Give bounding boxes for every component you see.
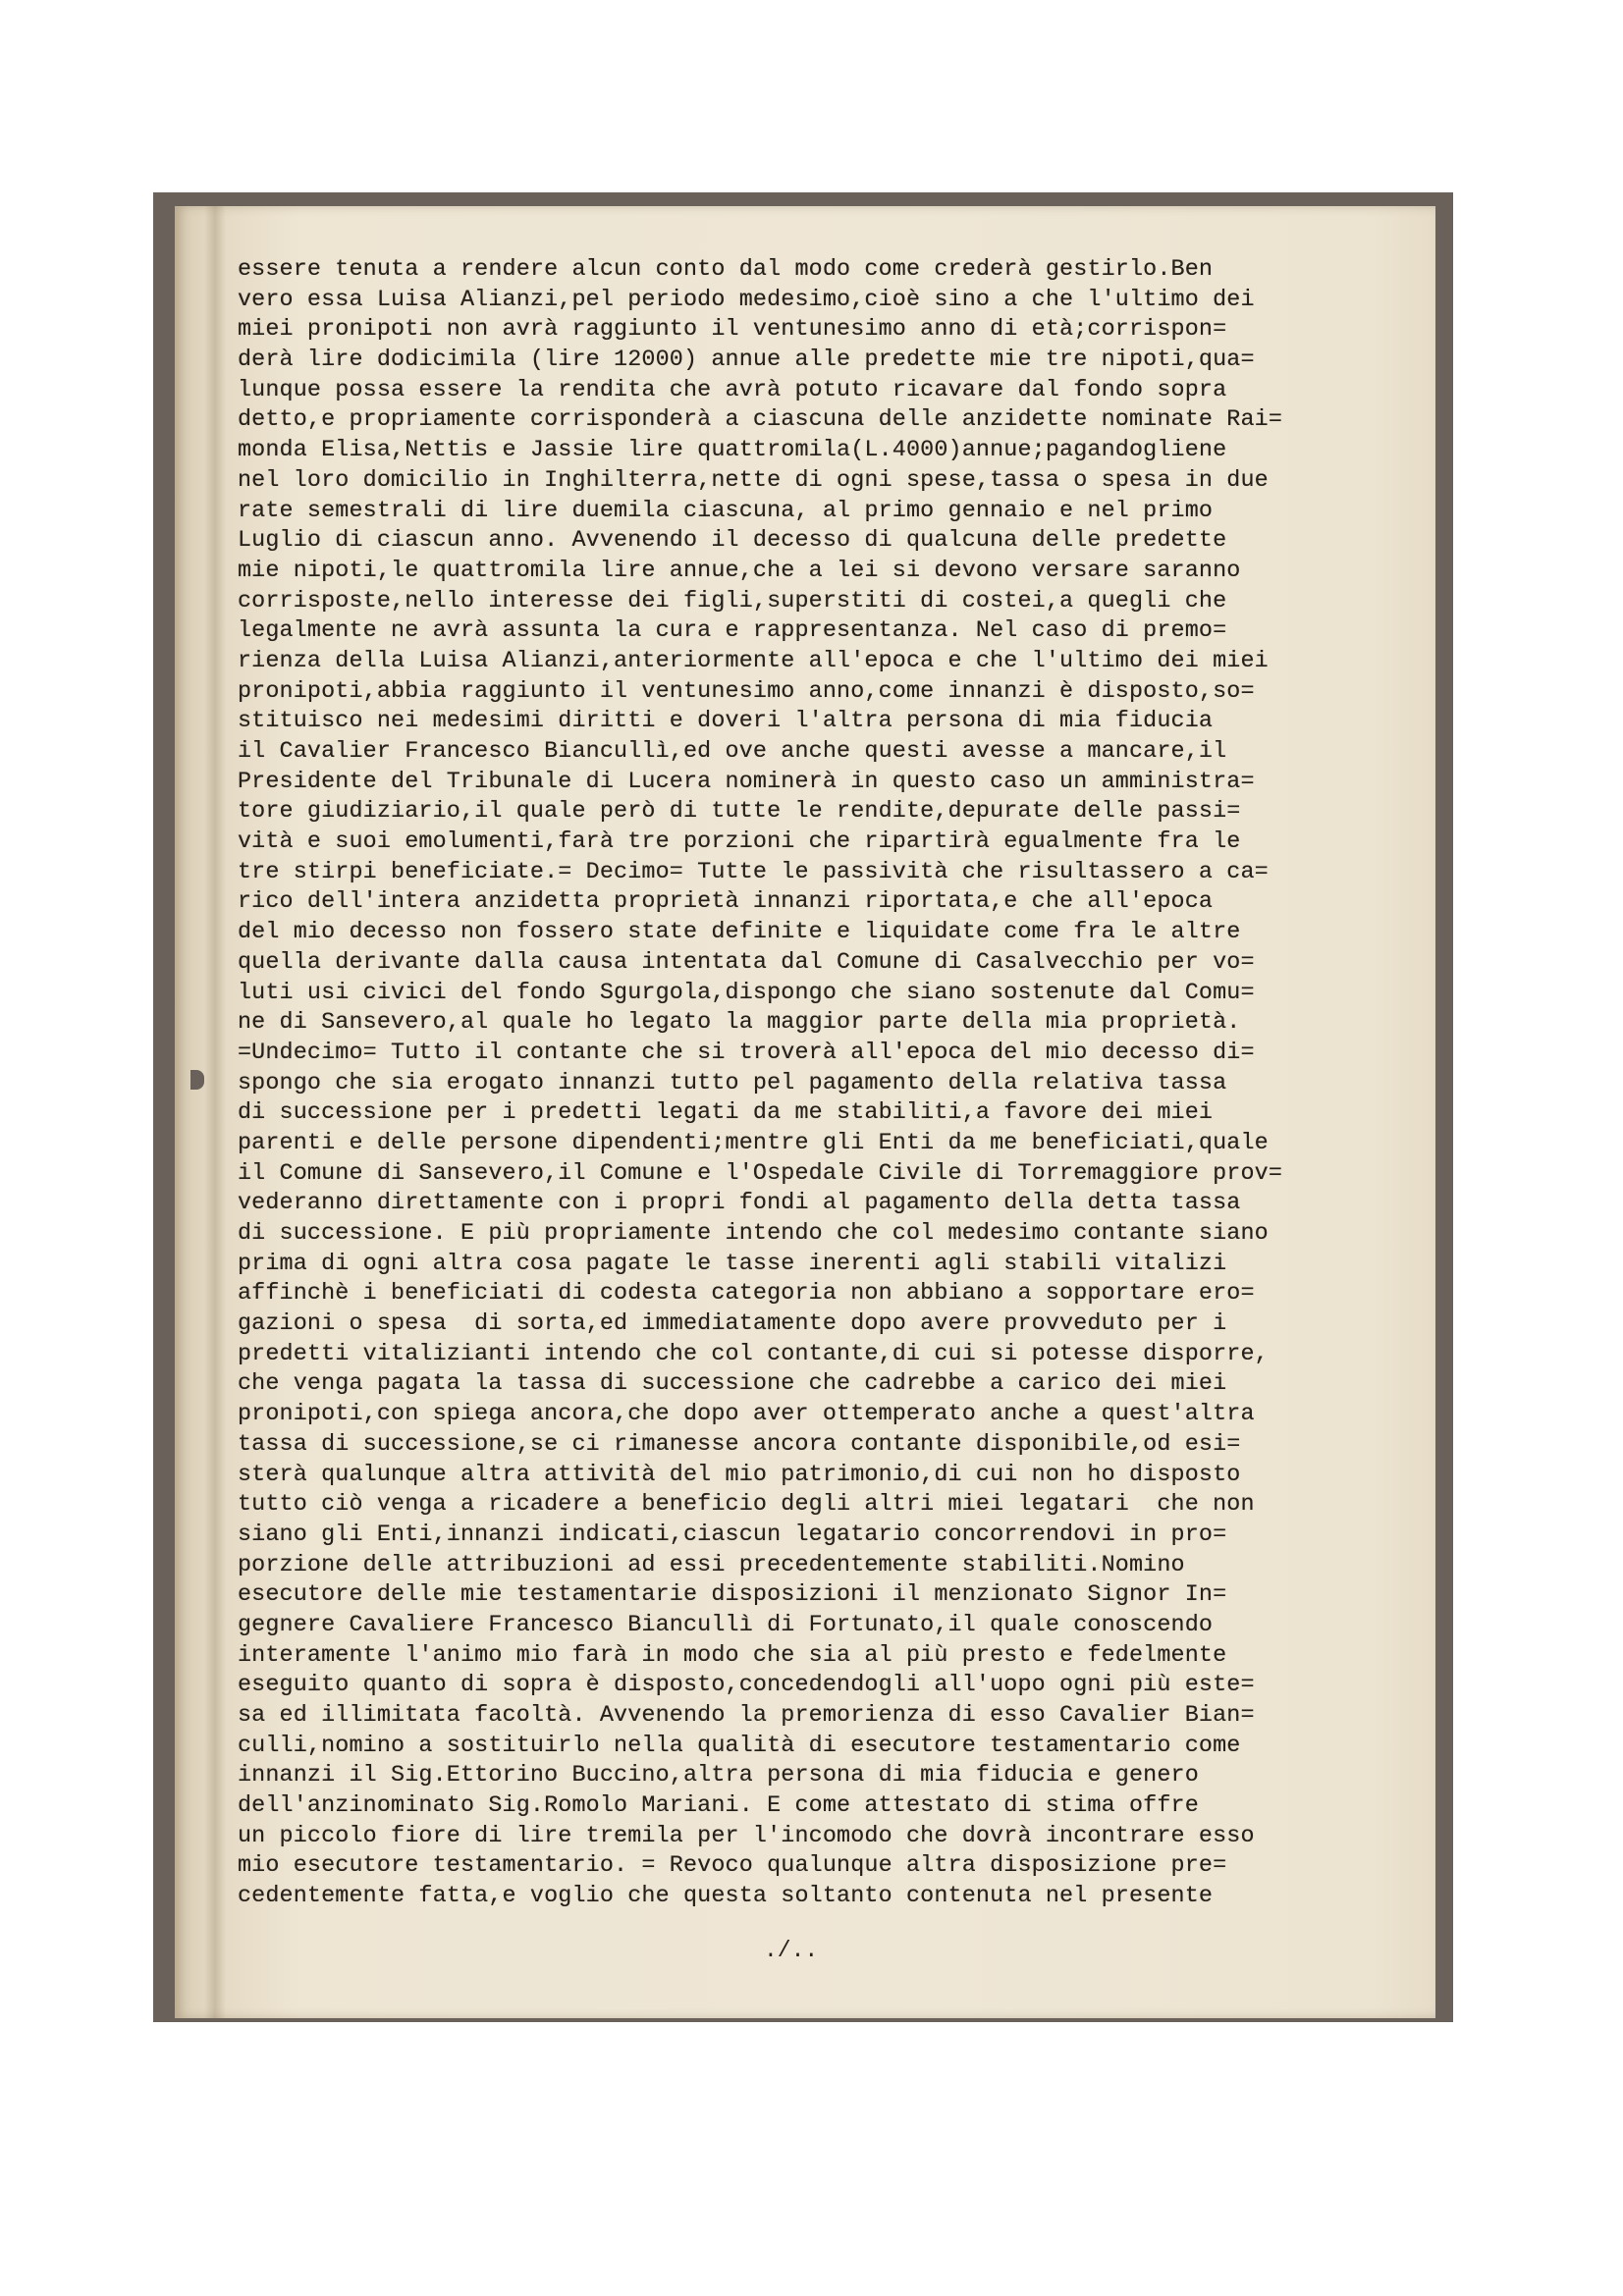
text-line: vederanno direttamente con i propri fondi al pagamento della detta tassa	[238, 1191, 1241, 1217]
text-line: sa ed illimitata facoltà. Avvenendo la premorienza di esso Cavalier Bian=	[238, 1703, 1255, 1729]
text-line: di successione. E più propriamente intendo che col medesimo contante siano	[238, 1221, 1269, 1247]
typewritten-text	[238, 255, 1416, 1912]
page-fold-shadow	[204, 206, 226, 2018]
text-line: innanzi il Sig.Ettorino Buccino,altra persona di mia fiducia e genero	[238, 1763, 1199, 1789]
text-line: esecutore delle mie testamentarie disposizioni il menzionato Signor In=	[238, 1582, 1227, 1609]
text-line: prima di ogni altra cosa pagate le tasse inerenti agli stabili vitalizi	[238, 1251, 1227, 1277]
text-line: spongo che sia erogato innanzi tutto pel pagamento della relativa tassa	[238, 1070, 1227, 1096]
text-line: affinchè i beneficiati di codesta categoria non abbiano a sopportare ero=	[238, 1281, 1255, 1308]
text-line: cedentemente fatta,e voglio che questa soltanto contenuta nel presente	[238, 1884, 1214, 1910]
text-line: parenti e delle persone dipendenti;mentre gli Enti da me beneficiati,quale	[238, 1130, 1269, 1156]
page-continuation-marker: ./..	[764, 1938, 819, 1963]
text-line: eseguito quanto di sopra è disposto,concedendogli all'uopo ogni più este=	[238, 1673, 1255, 1699]
text-line: legalmente ne avrà assunta la cura e rappresentanza. Nel caso di premo=	[238, 618, 1227, 645]
text-line: corrisposte,nello interesse dei figli,superstiti di costei,a quegli che	[238, 588, 1227, 614]
text-line: lunque possa essere la rendita che avrà potuto ricavare dal fondo sopra	[238, 377, 1227, 403]
text-line: quella derivante dalla causa intentata dal Comune di Casalvecchio per vo=	[238, 949, 1255, 976]
text-line: siano gli Enti,innanzi indicati,ciascun legatario concorrendovi in pro=	[238, 1522, 1227, 1548]
text-line: porzione delle attribuzioni ad essi precedentemente stabiliti.Nomino	[238, 1552, 1185, 1578]
text-line: tre stirpi beneficiate.= Decimo= Tutte le passività che risultassero a ca=	[238, 859, 1269, 885]
text-line: il Cavalier Francesco Biancullì,ed ove anche questi avesse a mancare,il	[238, 739, 1227, 765]
text-line: del mio decesso non fossero state definite e liquidate come fra le altre	[238, 920, 1241, 946]
text-line: dell'anzinominato Sig.Romolo Mariani. E come attestato di stima offre	[238, 1793, 1199, 1820]
text-line: mio esecutore testamentario. = Revoco qualunque altra disposizione pre=	[238, 1853, 1227, 1880]
text-line: stituisco nei medesimi diritti e doveri l'altra persona di mia fiducia	[238, 709, 1214, 735]
text-line: sterà qualunque altra attività del mio patrimonio,di cui non ho disposto	[238, 1462, 1241, 1488]
text-line: tutto ciò venga a ricadere a beneficio degli altri miei legatari che non	[238, 1492, 1255, 1519]
text-line: vero essa Luisa Alianzi,pel periodo medesimo,cioè sino a che l'ultimo dei	[238, 287, 1255, 313]
text-line: ne di Sansevero,al quale ho legato la maggior parte della mia proprietà.	[238, 1010, 1241, 1037]
text-line: interamente l'animo mio farà in modo che sia al più presto e fedelmente	[238, 1642, 1227, 1669]
text-line: essere tenuta a rendere alcun conto dal modo come crederà gestirlo.Ben	[238, 257, 1214, 283]
text-line: =Undecimo= Tutto il contante che si troverà all'epoca del mio decesso di=	[238, 1040, 1255, 1066]
text-line: tore giudiziario,il quale però di tutte le rendite,depurate delle passi=	[238, 799, 1241, 826]
text-line: detto,e propriamente corrisponderà a ciascuna delle anzidette nominate Rai=	[238, 407, 1282, 434]
text-line: Presidente del Tribunale di Lucera nominerà in questo caso un amministra=	[238, 769, 1255, 795]
text-line: vità e suoi emolumenti,farà tre porzioni che ripartirà egualmente fra le	[238, 829, 1241, 856]
paper-edge-notch	[190, 1070, 204, 1090]
text-line: luti usi civici del fondo Sgurgola,dispongo che siano sostenute dal Comu=	[238, 980, 1255, 1006]
text-line: mie nipoti,le quattromila lire annue,che a lei si devono versare saranno	[238, 558, 1241, 584]
text-line: gazioni o spesa di sorta,ed immediatamente dopo avere provveduto per i	[238, 1311, 1227, 1338]
text-line: culli,nomino a sostituirlo nella qualità di esecutore testamentario come	[238, 1733, 1241, 1759]
text-line: tassa di successione,se ci rimanesse ancora contante disponibile,od esi=	[238, 1431, 1241, 1458]
text-line: monda Elisa,Nettis e Jassie lire quattromila(L.4000)annue;pagandogliene	[238, 438, 1227, 464]
text-line: che venga pagata la tassa di successione che cadrebbe a carico dei miei	[238, 1371, 1227, 1398]
text-line: rate semestrali di lire duemila ciascuna, al primo gennaio e nel primo	[238, 498, 1214, 524]
text-line: derà lire dodicimila (lire 12000) annue alle predette mie tre nipoti,qua=	[238, 347, 1255, 374]
scanned-page	[153, 192, 1453, 2022]
text-line: predetti vitalizianti intendo che col contante,di cui si potesse disporre,	[238, 1341, 1269, 1367]
text-line: un piccolo fiore di lire tremila per l'incomodo che dovrà incontrare esso	[238, 1823, 1255, 1849]
text-line: di successione per i predetti legati da me stabiliti,a favore dei miei	[238, 1100, 1214, 1127]
text-line: pronipoti,con spiega ancora,che dopo aver ottemperato anche a quest'altra	[238, 1402, 1255, 1428]
text-line: gegnere Cavaliere Francesco Biancullì di Fortunato,il quale conoscendo	[238, 1612, 1214, 1638]
text-line: miei pronipoti non avrà raggiunto il ventunesimo anno di età;corrispon=	[238, 317, 1227, 344]
text-line: il Comune di Sansevero,il Comune e l'Ospedale Civile di Torremaggiore prov=	[238, 1160, 1282, 1187]
text-line: Luglio di ciascun anno. Avvenendo il decesso di qualcuna delle predette	[238, 528, 1227, 555]
text-line: nel loro domicilio in Inghilterra,nette di ogni spese,tassa o spesa in due	[238, 467, 1269, 494]
paper-sheet	[175, 206, 1435, 2018]
text-line: rico dell'intera anzidetta proprietà innanzi riportata,e che all'epoca	[238, 889, 1214, 916]
text-line: pronipoti,abbia raggiunto il ventunesimo anno,come innanzi è disposto,so=	[238, 678, 1255, 705]
text-line: rienza della Luisa Alianzi,anteriormente all'epoca e che l'ultimo dei miei	[238, 648, 1269, 674]
